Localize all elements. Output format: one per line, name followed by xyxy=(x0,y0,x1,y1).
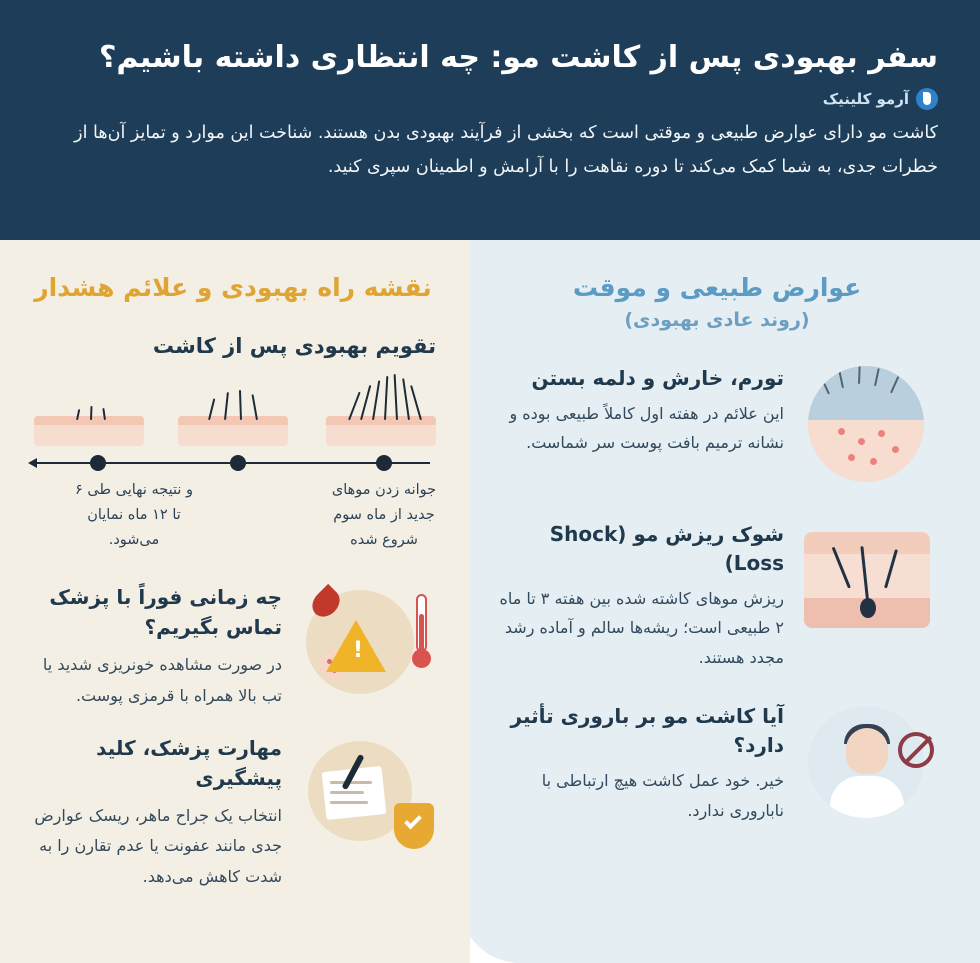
sprout-stage-2-icon xyxy=(178,374,288,446)
left-column xyxy=(460,240,980,963)
list-item xyxy=(494,516,940,673)
list-item xyxy=(494,698,940,828)
page-title: سفر بهبودی پس از کاشت مو: چه انتظاری داشته باشیم؟ xyxy=(98,40,938,75)
shield-check-icon xyxy=(394,803,434,849)
brand-name: آرمو کلینیک xyxy=(822,89,909,108)
list-item-body: این علائم در هفته اول کاملاً طبیعی بوده و نشانه ترمیم بافت پوست سر شماست. xyxy=(509,403,784,453)
warning-block xyxy=(30,582,436,711)
list-item-text xyxy=(494,360,784,458)
timeline-dot xyxy=(230,455,246,471)
intro-paragraph: کاشت مو دارای عوارض طبیعی و موقتی است که بخشی از فرآیند بهبودی بدن هستند. شناخت این موارد و تمایز آن‌ها از خطرات جدی، به شما کمک می‌کند تا دوره نقاهت را با آرامش و اطمینان سپری کنید. xyxy=(74,122,938,177)
list-item-text xyxy=(494,516,784,673)
left-title-line1: عوارض طبیعی و موقت xyxy=(572,273,862,302)
prevention-block xyxy=(30,733,436,892)
header xyxy=(0,0,980,240)
sprout-stage-3-icon xyxy=(326,374,436,446)
thermometer-icon xyxy=(412,594,430,668)
timeline-caption: جوانه زدن موهای جدید از ماه سوم شروع شده xyxy=(331,482,437,548)
left-title-line2: (روند عادی بهبودی) xyxy=(624,309,810,331)
list-item-heading: آیا کاشت مو بر باروری تأثیر دارد؟ xyxy=(510,704,784,758)
right-column-title: نقشه راه بهبودی و علائم هشدار xyxy=(34,273,432,302)
timeline-dot xyxy=(90,455,106,471)
prevention-text xyxy=(30,733,282,892)
person-no-symbol-icon xyxy=(800,698,940,828)
sprout-stage-1-icon xyxy=(34,374,144,446)
list-item-heading: شوک ریزش مو (Shock Loss) xyxy=(549,521,784,575)
no-symbol-icon xyxy=(898,732,934,768)
hand-pen-shield-icon xyxy=(296,733,436,853)
timeline-heading: تقویم بهبودی پس از کاشت xyxy=(152,334,436,359)
right-column xyxy=(0,240,470,963)
timeline-caption: و نتیجه نهایی طی ۶ تا ۱۲ ماه نمایان می‌شود. xyxy=(74,482,194,548)
list-item-body: ریزش موهای کاشته شده بین هفته ۳ تا ماه ۲ طبیعی است؛ ریشه‌ها سالم و آماده رشد مجدد هستند. xyxy=(499,588,784,667)
prevention-body: انتخاب یک جراح ماهر، ریسک عوارض جدی مانند عفونت یا عدم تقارن را به شدت کاهش می‌دهد. xyxy=(34,806,282,886)
warning-text xyxy=(30,582,282,711)
hair-follicle-icon xyxy=(800,516,940,646)
warning-body: در صورت مشاهده خونریزی شدید یا تب بالا همراه با قرمزی پوست. xyxy=(42,655,282,705)
brand-logo-icon xyxy=(916,88,938,110)
warning-triangle-icon: ! xyxy=(296,582,436,702)
scalp-redness-icon xyxy=(800,360,940,490)
timeline-dot xyxy=(376,455,392,471)
list-item-heading: تورم، خارش و دلمه بستن xyxy=(531,365,784,390)
left-column-title xyxy=(494,270,940,334)
list-item-body: خیر. خود عمل کاشت هیچ ارتباطی با ناباروری ندارد. xyxy=(541,771,784,820)
columns xyxy=(0,240,980,963)
brand xyxy=(42,88,938,110)
list-item-text xyxy=(494,698,784,825)
warning-heading: چه زمانی فوراً با پزشک تماس بگیریم؟ xyxy=(49,585,282,640)
list-item xyxy=(494,360,940,490)
recovery-timeline xyxy=(28,370,436,560)
prevention-heading: مهارت پزشک، کلید پیشگیری xyxy=(96,736,282,791)
